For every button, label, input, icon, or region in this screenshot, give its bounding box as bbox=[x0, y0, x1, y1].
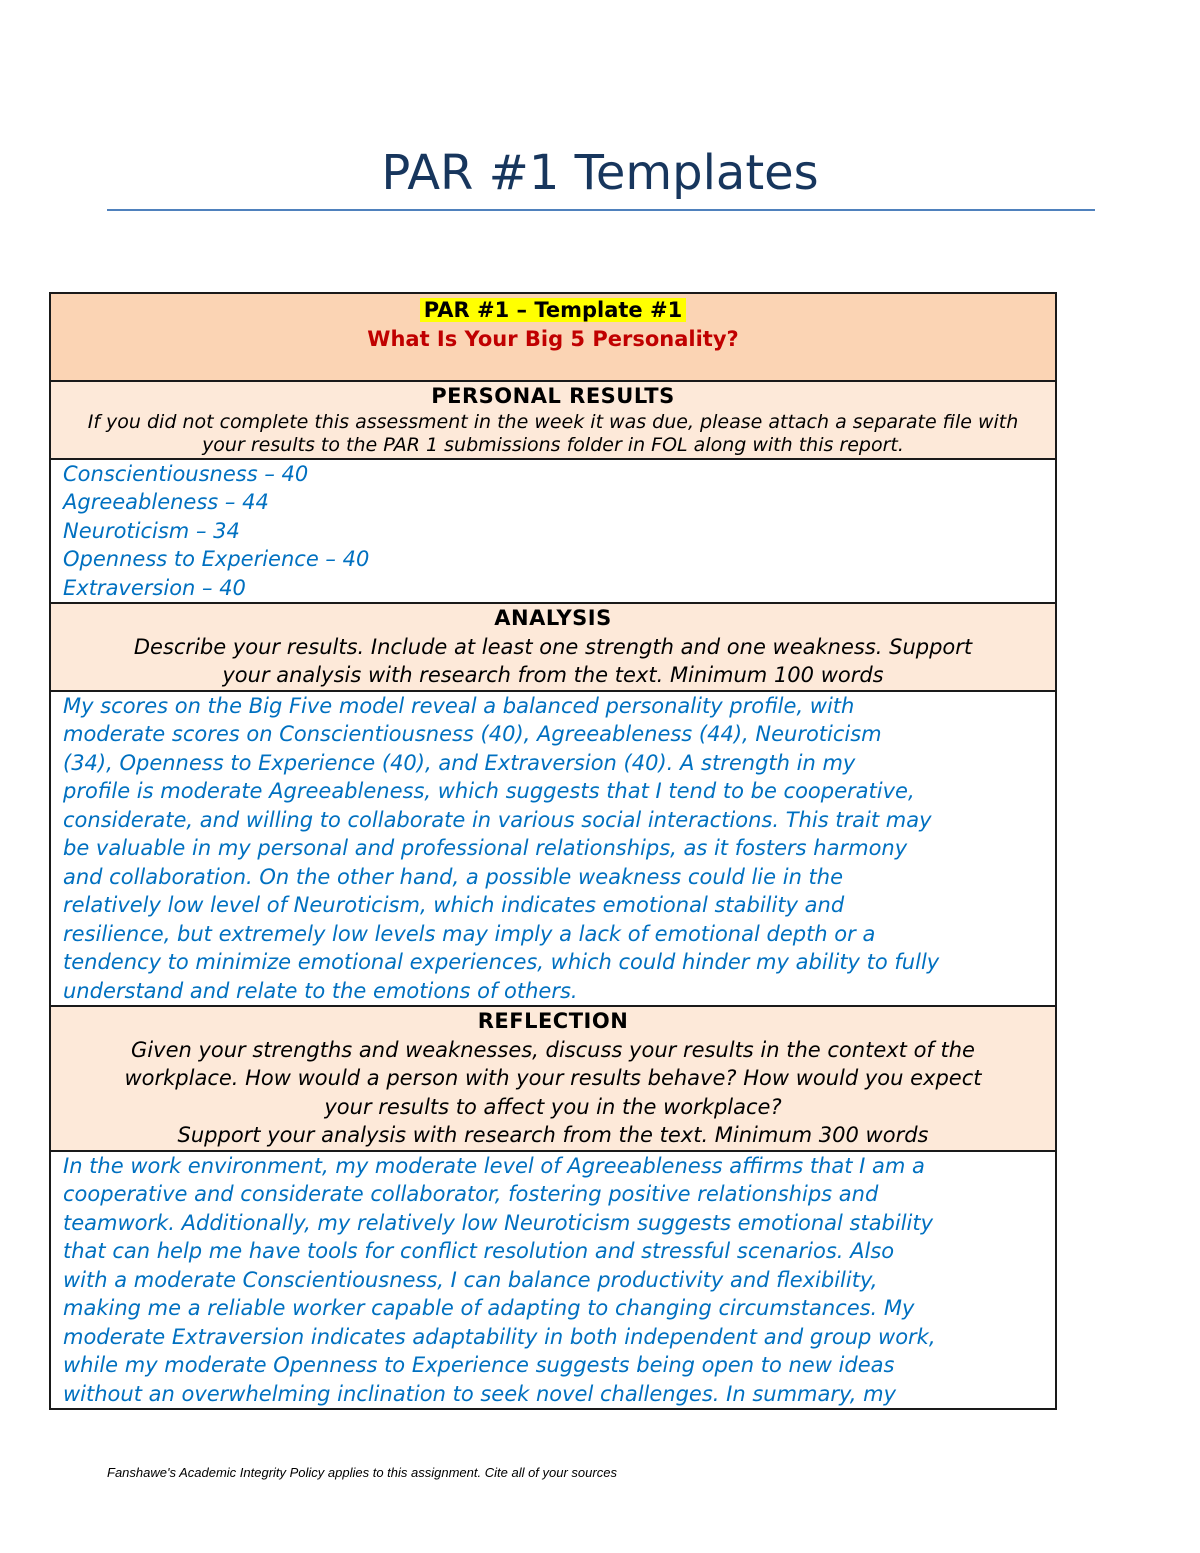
analysis-answer-cell[interactable] bbox=[50, 691, 1056, 1007]
score-conscientiousness: Conscientiousness – 40 bbox=[63, 461, 309, 486]
reflection-answer-line: while my moderate Openness to Experience suggests being open to new ideas bbox=[63, 1353, 895, 1377]
reflection-title: REFLECTION bbox=[477, 1009, 629, 1033]
analysis-prompt-line-2: your analysis with research from the text. Minimum 100 words bbox=[222, 663, 884, 687]
personal-results-instructions-line-1: If you did not complete this assessment in the week it was due, please attach a separate file with bbox=[87, 410, 1019, 433]
reflection-prompt-line-4: Support your analysis with research from the text. Minimum 300 words bbox=[177, 1123, 929, 1147]
reflection-prompt-line-3: your results to affect you in the workplace? bbox=[324, 1094, 782, 1119]
reflection-answer-line: teamwork. Additionally, my relatively low Neuroticism suggests emotional stability bbox=[63, 1210, 934, 1235]
analysis-answer-line: tendency to minimize emotional experiences, which could hinder my ability to fully bbox=[63, 950, 940, 974]
analysis-answer-line: moderate scores on Conscientiousness (40), Agreeableness (44), Neuroticism bbox=[63, 722, 882, 746]
analysis-answer-line: considerate, and willing to collaborate in various social interactions. This trait may bbox=[63, 807, 932, 832]
reflection-answer-line: cooperative and considerate collaborator, fostering positive relationships and bbox=[63, 1182, 879, 1206]
template-label: PAR #1 – Template #1 bbox=[420, 298, 686, 322]
reflection-prompt-line-2: workplace. How would a person with your results behave? How would you expect bbox=[124, 1066, 982, 1090]
analysis-answer-line: relatively low level of Neuroticism, which indicates emotional stability and bbox=[63, 893, 845, 917]
reflection-answer-line: moderate Extraversion indicates adaptability in both independent and group work, bbox=[63, 1324, 936, 1349]
analysis-answer-line: understand and relate to the emotions of others. bbox=[63, 978, 578, 1003]
personal-results-instructions-line-2: your results to the PAR 1 submissions folder in FOL along with this report. bbox=[202, 434, 904, 456]
score-openness: Openness to Experience – 40 bbox=[63, 547, 370, 571]
analysis-answer-line: resilience, but extremely low levels may imply a lack of emotional depth or a bbox=[63, 921, 876, 946]
analysis-answer-line: profile is moderate Agreeableness, which suggests that I tend to be cooperative, bbox=[63, 779, 915, 803]
analysis-answer-line: My scores on the Big Five model reveal a balanced personality profile, with bbox=[63, 693, 855, 718]
score-neuroticism: Neuroticism – 34 bbox=[63, 518, 240, 543]
reflection-answer-line: making me a reliable worker capable of adapting to changing circumstances. My bbox=[63, 1296, 915, 1320]
template-question: What Is Your Big 5 Personality? bbox=[367, 326, 739, 351]
analysis-answer-line: (34), Openness to Experience (40), and Extraversion (40). A strength in my bbox=[63, 750, 856, 775]
par-template-table bbox=[49, 292, 1057, 1410]
personal-results-answer-cell[interactable] bbox=[50, 459, 1056, 604]
document-title: PAR #1 Templates bbox=[381, 145, 819, 201]
reflection-prompt-cell bbox=[50, 1006, 1056, 1151]
analysis-title: ANALYSIS bbox=[494, 606, 612, 630]
reflection-answer-line: with a moderate Conscientiousness, I can balance productivity and flexibility, bbox=[63, 1267, 878, 1292]
reflection-answer-line: without an overwhelming inclination to seek novel challenges. In summary, my bbox=[63, 1381, 897, 1406]
analysis-answer-line: be valuable in my personal and professional relationships, as it fosters harmony bbox=[63, 836, 908, 860]
analysis-answer-line: and collaboration. On the other hand, a possible weakness could lie in the bbox=[63, 864, 844, 889]
score-agreeableness: Agreeableness – 44 bbox=[63, 490, 269, 514]
reflection-prompt-line-1: Given your strengths and weaknesses, discuss your results in the context of the bbox=[131, 1037, 975, 1062]
template-header-cell bbox=[50, 293, 1056, 381]
academic-integrity-footer: Fanshawe's Academic Integrity Policy applies to this assignment. Cite all of your sources bbox=[107, 1465, 617, 1480]
reflection-answer-cell[interactable] bbox=[50, 1151, 1056, 1410]
reflection-answer-line: In the work environment, my moderate level of Agreeableness affirms that I am a bbox=[63, 1153, 925, 1178]
analysis-prompt-line-1: Describe your results. Include at least one strength and one weakness. Support bbox=[133, 634, 973, 659]
personal-results-title: PERSONAL RESULTS bbox=[431, 384, 675, 408]
analysis-prompt-cell bbox=[50, 603, 1056, 691]
score-extraversion: Extraversion – 40 bbox=[63, 575, 246, 600]
personal-results-prompt-cell bbox=[50, 381, 1056, 459]
title-divider bbox=[107, 209, 1095, 211]
reflection-answer-line: that can help me have tools for conflict resolution and stressful scenarios. Also bbox=[63, 1239, 895, 1263]
